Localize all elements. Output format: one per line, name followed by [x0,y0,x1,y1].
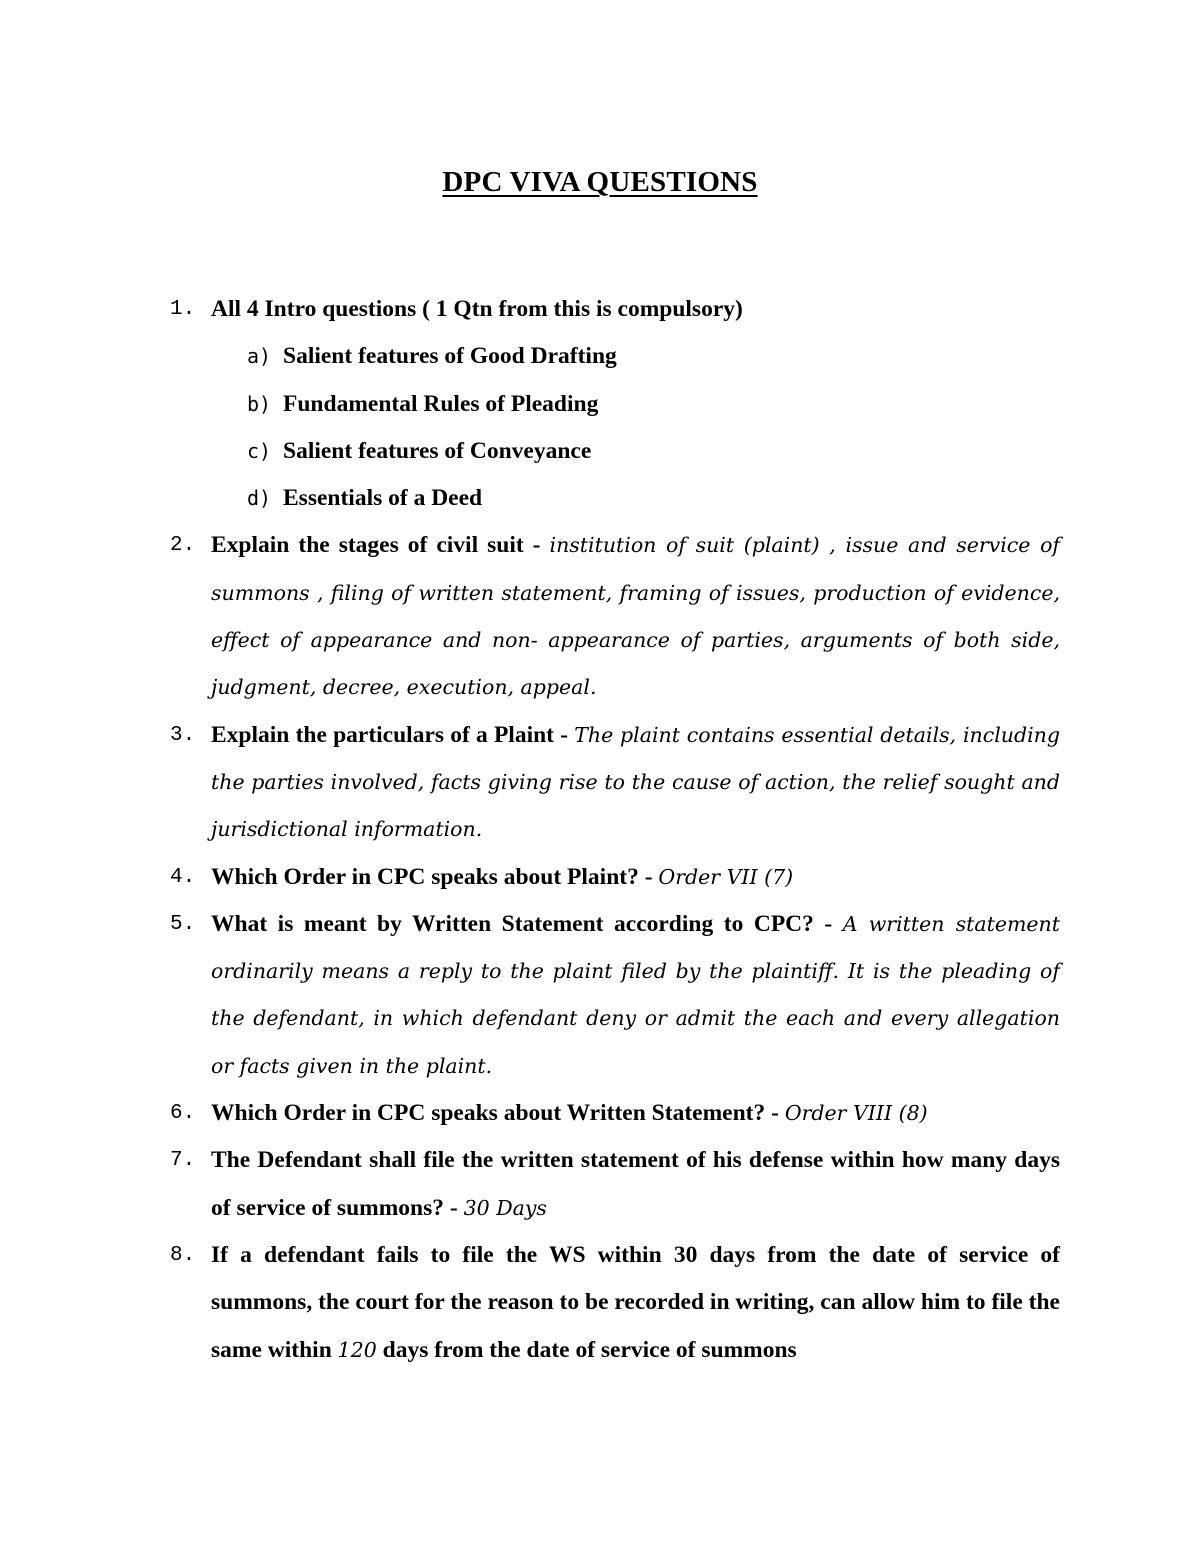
sub-question-list [211,333,1060,522]
question-5 [170,901,1060,1090]
question-number: 6. [170,1102,196,1126]
answer-text: A written statement ordinarily means a reply to the plaint filed by the plaintiff. It is the pleading of the defendant, in which defendant deny or admit the each and every allegation or facts given in the plaint. [211,911,1060,1078]
question-text: If a defendant fails to file the WS within 30 days from the date of service of summons, the court for the reason to be recorded in writing, can allow him to file the same within [211,1241,1060,1363]
sub-question-text: Salient features of Good Drafting [283,343,617,370]
question-6 [170,1090,1060,1137]
question-7 [170,1137,1060,1232]
question-number: 1. [170,298,196,321]
question-text-continued: days from the date of service of summons [376,1336,797,1363]
question-number: 7. [170,1149,196,1173]
sub-question-c [247,428,1060,475]
document-title: DPC VIVA QUESTIONS [442,166,758,198]
question-2 [170,522,1060,711]
question-text: Explain the stages of civil suit - [211,532,550,559]
question-number: 4. [170,865,196,889]
question-number: 2. [170,534,196,558]
question-text: What is meant by Written Statement according to CPC? - [211,910,843,937]
question-number: 8. [170,1243,196,1267]
question-list [170,286,1060,1374]
sub-question-text: Salient features of Conveyance [283,437,592,464]
question-text: Which Order in CPC speaks about Plaint? - [211,863,659,890]
sub-question-text: Fundamental Rules of Pleading [283,390,599,417]
sub-question-d [247,475,1060,522]
answer-emphasis: 120 [337,1337,377,1362]
question-number: 5. [170,912,196,936]
question-text: The Defendant shall file the written statement of his defense within how many days of service of summons? - [211,1147,1060,1221]
answer-text: 30 Days [463,1195,547,1220]
answer-text: Order VII (7) [658,864,794,889]
question-1 [170,286,1060,522]
sub-question-a [247,333,1060,380]
answer-text: The plaint contains essential details, including the parties involved, facts giving rise to the cause of action, the relief sought and jurisdictional information. [211,722,1061,842]
question-text: All 4 Intro questions ( 1 Qtn from this is compulsory) [211,296,743,322]
question-4 [170,854,1060,901]
sub-question-label: d) [247,486,272,511]
question-3 [170,712,1060,854]
sub-question-label: c) [247,438,272,463]
sub-question-text: Essentials of a Deed [283,485,483,512]
answer-text: institution of suit (plaint) , issue and service of summons , filing of written statement, framing of issues, production of evidence, effect of appearance and non- appearance of parties, arguments of both side, judgment, decree, execution, appeal. [211,533,1060,700]
question-8 [170,1232,1060,1374]
sub-question-label: a) [247,344,272,369]
sub-question-label: b) [247,391,272,416]
answer-text: Order VIII (8) [784,1101,928,1126]
question-text: Which Order in CPC speaks about Written Statement? - [211,1100,785,1127]
sub-question-b [247,381,1060,428]
question-number: 3. [170,723,196,747]
question-text: Explain the particulars of a Plaint - [211,721,575,748]
